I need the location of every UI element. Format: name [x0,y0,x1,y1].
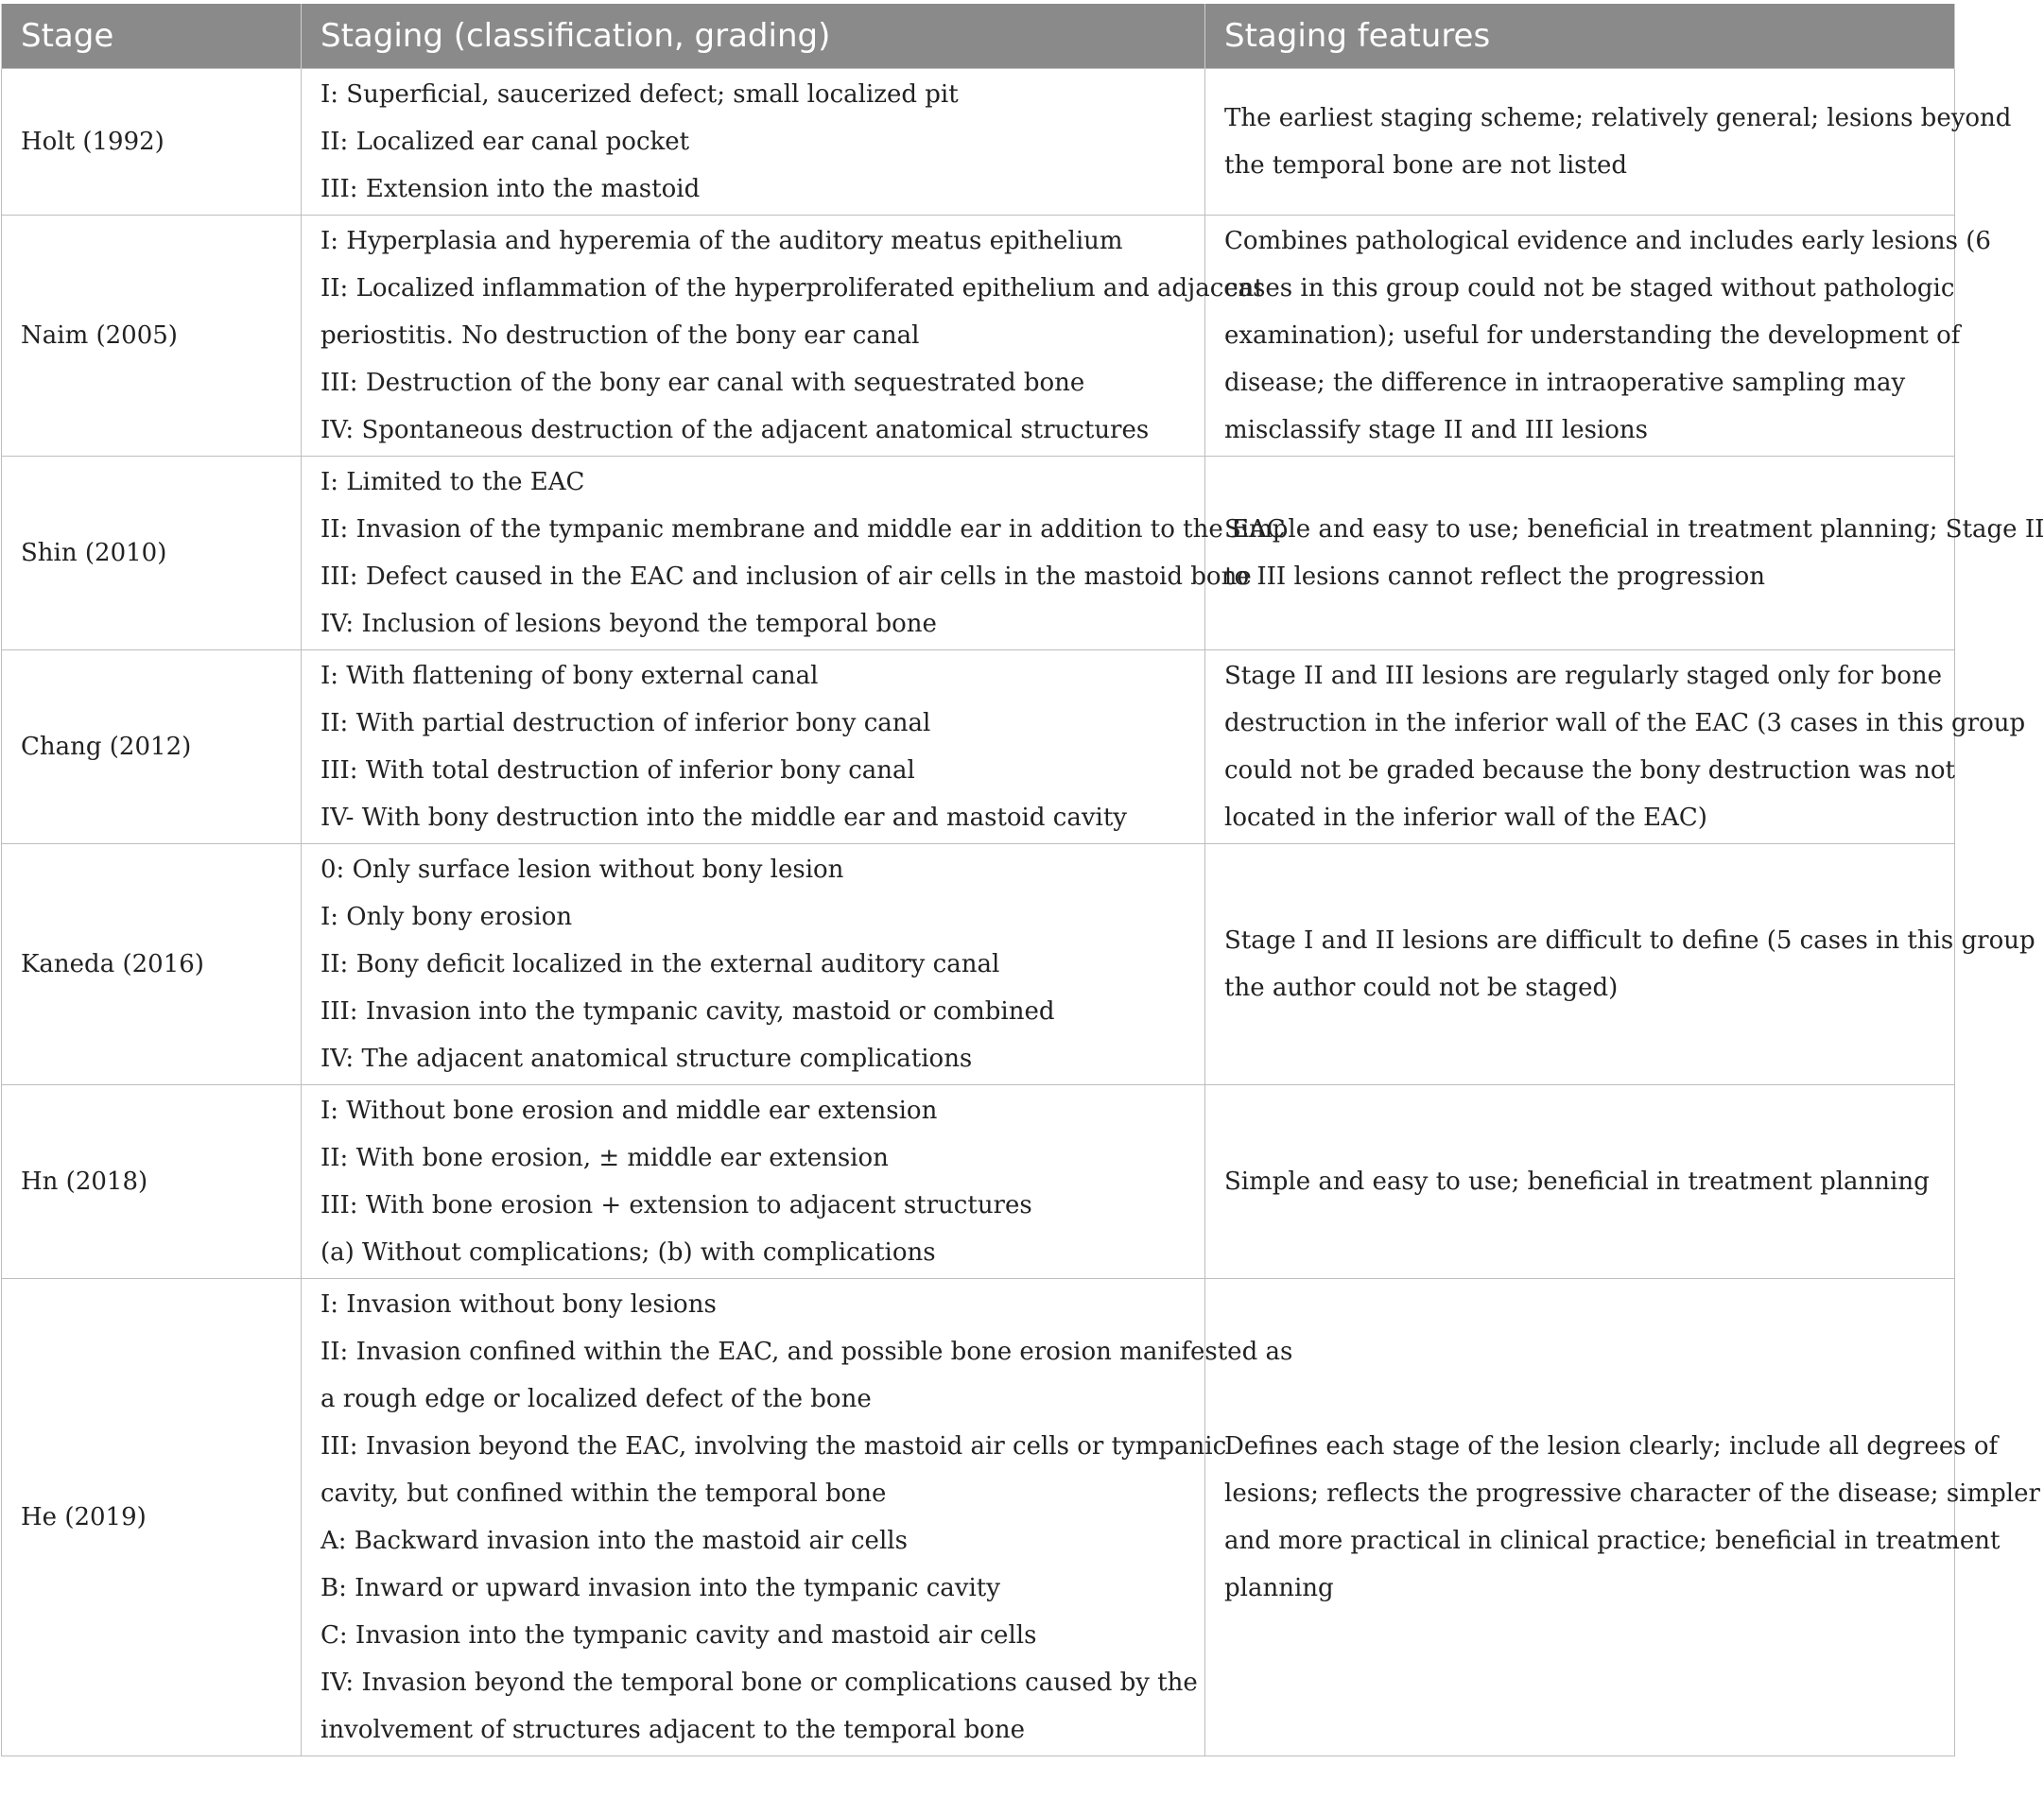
staging-line: II: With bone erosion, ± middle ear extension [320,1144,889,1172]
staging-line: IV: The adjacent anatomical structure complications [320,1045,973,1073]
staging-line: III: Destruction of the bony ear canal with sequestrated bone [320,369,1085,397]
stage-cell: Kaneda (2016) [2,844,302,1085]
staging-cell [302,69,1205,216]
staging-line: A: Backward invasion into the mastoid air cells [320,1527,908,1555]
features-line: The earliest staging scheme; relatively general; lesions beyond [1224,104,2012,132]
features-line: Defines each stage of the lesion clearly; include all degrees of [1224,1432,1999,1461]
staging-line: involvement of structures adjacent to the temporal bone [320,1716,1026,1744]
features-cell [1205,69,2012,216]
staging-line: III: Invasion into the tympanic cavity, mastoid or combined [320,997,1055,1026]
features-cell [1205,1279,2040,1756]
features-line: Stage II and III lesions are regularly staged only for bone [1224,662,1943,690]
features-cell [1205,650,2026,844]
staging-cell [302,1085,1205,1279]
features-line: Stage I and II lesions are difficult to define (5 cases in this group [1224,926,2035,955]
features-line: could not be graded because the bony destruction was not [1224,756,1955,785]
features-line: cases in this group could not be staged without pathologic [1224,274,1955,303]
header-staging: Staging (classification, grading) [302,4,1205,69]
staging-line: I: Limited to the EAC [320,468,585,496]
staging-line: I: Only bony erosion [320,903,573,931]
staging-cell [302,457,1286,650]
table-row [2,216,1955,457]
stage-cell: Chang (2012) [2,650,302,844]
table-row [2,844,1955,1085]
table-header [2,4,1955,69]
staging-line: III: With total destruction of inferior bony canal [320,756,915,785]
staging-line: I: Without bone erosion and middle ear extension [320,1097,938,1125]
table-body [2,69,2044,1756]
staging-line: I: With flattening of bony external canal [320,662,819,690]
staging-line: II: Localized inflammation of the hyperproliferated epithelium and adjacent [320,274,1264,303]
staging-line: IV: Invasion beyond the temporal bone or complications caused by the [320,1669,1198,1697]
stage-cell: He (2019) [2,1279,302,1756]
table-row [2,650,1955,844]
features-line: Combines pathological evidence and includes early lesions (6 [1224,227,1991,255]
staging-line: C: Invasion into the tympanic cavity and mastoid air cells [320,1621,1037,1650]
staging-line: periostitis. No destruction of the bony ear canal [320,321,920,350]
features-cell [1205,216,1991,457]
stage-cell: Shin (2010) [2,457,302,650]
table-row [2,1085,1955,1279]
staging-line: IV- With bony destruction into the middle ear and mastoid cavity [320,804,1127,832]
staging-line: II: Invasion of the tympanic membrane and middle ear in addition to the EAC [320,515,1286,544]
features-cell [1205,1085,1955,1279]
features-line: the temporal bone are not listed [1224,151,1627,180]
staging-cell [302,216,1264,457]
staging-line: II: With partial destruction of inferior bony canal [320,709,931,737]
staging-line: IV: Spontaneous destruction of the adjacent anatomical structures [320,416,1150,444]
staging-line: III: Invasion beyond the EAC, involving the mastoid air cells or tympanic [320,1432,1227,1461]
staging-line: I: Invasion without bony lesions [320,1290,717,1319]
staging-line: III: With bone erosion + extension to adjacent structures [320,1191,1032,1219]
staging-line: III: Defect caused in the EAC and inclusion of air cells in the mastoid bone [320,562,1252,591]
features-line: examination); useful for understanding the development of [1224,321,1961,350]
stage-cell: Hn (2018) [2,1085,302,1279]
stage-cell: Holt (1992) [2,69,302,216]
staging-line: II: Bony deficit localized in the external auditory canal [320,950,1000,978]
staging-line: I: Superficial, saucerized defect; small localized pit [320,80,959,109]
features-line: destruction in the inferior wall of the EAC (3 cases in this group [1224,709,2026,737]
staging-line: cavity, but confined within the temporal bone [320,1479,887,1508]
features-line: misclassify stage II and III lesions [1224,416,1648,444]
staging-cell [302,650,1205,844]
staging-table [1,4,2044,1756]
header-row [2,4,1955,69]
staging-line: B: Inward or upward invasion into the tympanic cavity [320,1574,1000,1602]
features-line: Simple and easy to use; beneficial in treatment planning; Stage II [1224,515,2044,544]
staging-line: a rough edge or localized defect of the bone [320,1385,872,1413]
staging-line: IV: Inclusion of lesions beyond the temporal bone [320,610,937,638]
staging-line: (a) Without complications; (b) with complications [320,1238,936,1267]
features-line: and more practical in clinical practice; beneficial in treatment [1224,1527,2001,1555]
features-line: located in the inferior wall of the EAC) [1224,804,1707,832]
features-line: Simple and easy to use; beneficial in treatment planning [1224,1167,1930,1196]
staging-line: 0: Only surface lesion without bony lesion [320,856,844,884]
stage-cell: Naim (2005) [2,216,302,457]
header-stage: Stage [2,4,302,69]
staging-line: II: Invasion confined within the EAC, and possible bone erosion manifested as [320,1338,1293,1366]
features-cell [1205,844,2035,1085]
table-row [2,69,1955,216]
features-cell [1205,457,2044,650]
features-line: the author could not be staged) [1224,974,1619,1002]
staging-line: II: Localized ear canal pocket [320,128,690,156]
header-features: Staging features [1205,4,1955,69]
features-line: to III lesions cannot reflect the progression [1224,562,1765,591]
staging-line: I: Hyperplasia and hyperemia of the auditory meatus epithelium [320,227,1123,255]
table-row [2,1279,1955,1756]
features-line: planning [1224,1574,1334,1602]
table-row [2,457,1955,650]
features-line: disease; the difference in intraoperative sampling may [1224,369,1906,397]
staging-line: III: Extension into the mastoid [320,175,701,203]
staging-cell [302,844,1205,1085]
features-line: lesions; reflects the progressive character of the disease; simpler [1224,1479,2040,1508]
